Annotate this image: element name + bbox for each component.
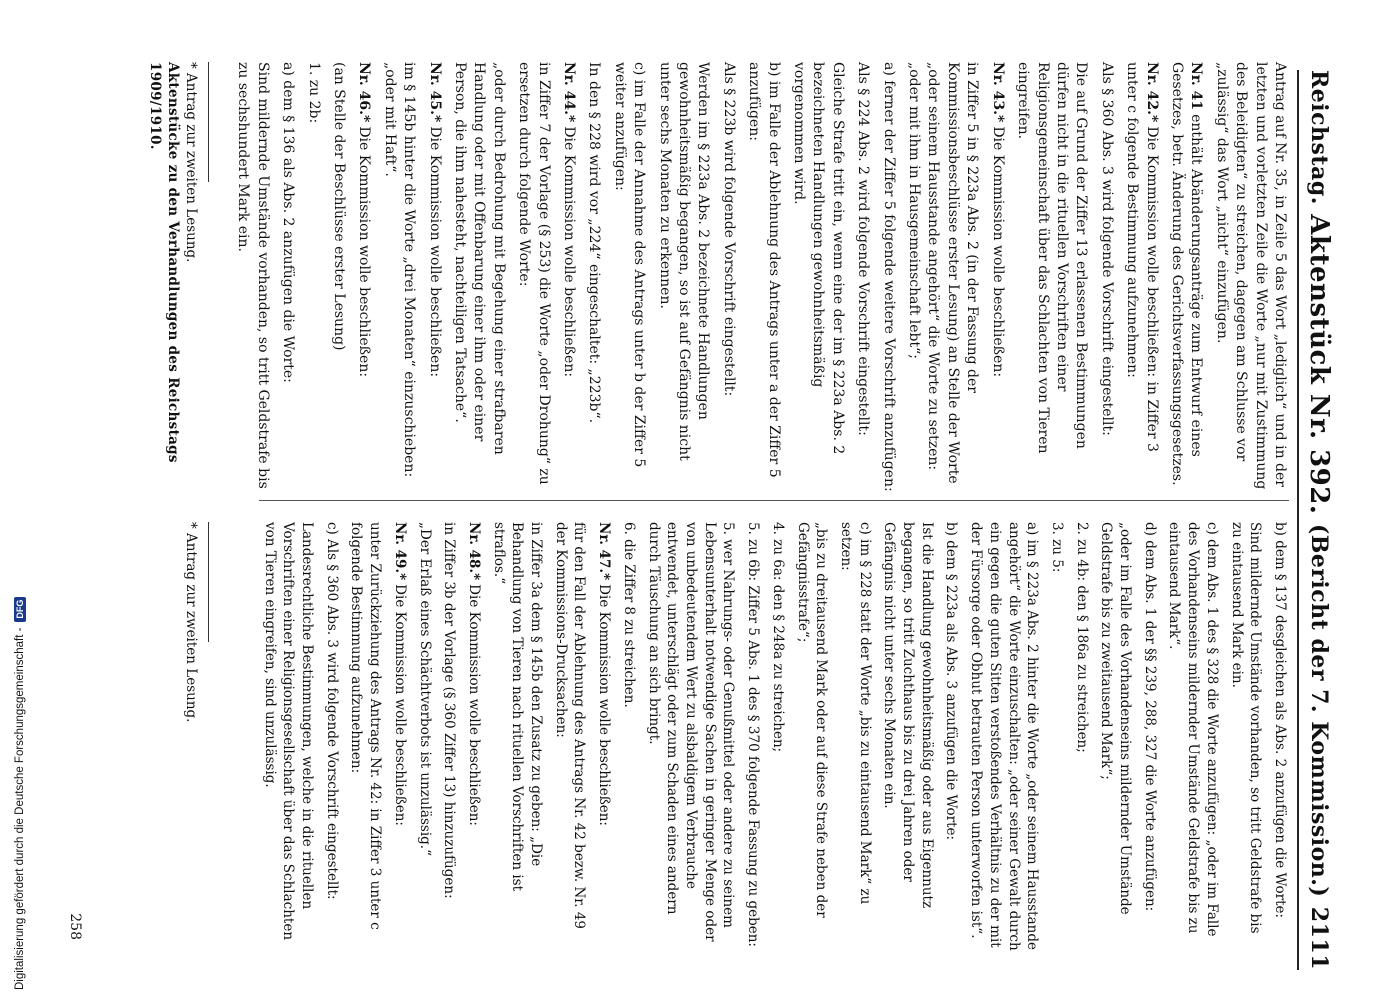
motion-number: Nr. 42.* <box>1143 62 1160 123</box>
paragraph <box>322 522 341 952</box>
paragraph-text: Antrag auf Nr. 35, in Zeile 5 das Wort „lediglich“ und in der letzten und vorletzten Zeile die Worte „nur mit Zustimmung des Beleidigten“ zu streichen, dagegen am Schlusse vor „zulässig“ das Wort „nicht“ einzufügen. <box>1213 62 1288 490</box>
paragraph-text: c) dem Abs. 1 des § 328 die Worte anzufügen: „oder im Falle des Vorhandenseins mildernder Umstände Geldstrafe bis zu eintausend Mark“. <box>1166 522 1220 937</box>
paragraph-text: 5. zu 6b: Ziffer 5 Abs. 1 des § 370 folgende Fassung zu geben: <box>745 522 762 947</box>
paragraph-text: 6. die Ziffer 8 zu streichen. <box>620 522 637 708</box>
paragraph-text: In den § 228 wird vor „224“ eingeschaltet: „223b“. <box>586 62 603 424</box>
paragraph-text: c) im Falle der Annahme des Antrags unter b der Ziffer 5 weiter anzufügen: <box>611 62 648 468</box>
paragraph <box>489 522 545 952</box>
paragraph-text: Landesrechtliche Bestimmungen, welche in die rituellen Vorschriften einer Religionsgesellschaft über das Schlachten von Tieren eingreifen, sind unzulässig. <box>261 522 316 941</box>
motion-number: Nr. 44.* <box>561 62 577 123</box>
paragraph-text: Die Kommission wolle beschließen: <box>465 584 482 826</box>
paragraph-text: Als § 360 Abs. 3 wird folgende Vorschrift eingestellt: <box>1098 62 1115 436</box>
paragraph <box>1096 62 1115 492</box>
paragraph <box>1122 62 1161 492</box>
paragraph-text: a) dem § 136 als Abs. 2 anzufügen die Worte: <box>280 62 297 383</box>
paragraph <box>1270 522 1289 952</box>
paragraph-text: enthält Abänderungsanträge zum Entwurf eines Gesetzes, betr. Änderung des Gerichtsverfassungsgesetzes. <box>1168 62 1205 486</box>
footnote-right-note: * Antrag zur zweiten Lesung. <box>183 522 199 723</box>
paragraph <box>878 62 897 492</box>
paragraph-text: 5. wer Nahrungs- oder Genußmittel oder andere zu seinem Lebensunterhalt notwendige Sachen in geringer Menge oder von unbedeutendem Wert zu alsbaldigem Verbrauche entwendet, unterschlägt oder zum Schaden eines andern durch Täuschung an sich bringt. <box>645 522 737 942</box>
motion-number: Nr. 47.* <box>596 522 613 581</box>
paragraph <box>347 522 384 952</box>
paragraph-text: b) dem § 137 desgleichen als Abs. 2 anzufügen die Worte: <box>1272 522 1288 919</box>
paragraph-text: c) im § 228 statt der Worte „bis zu eintausend Mark“ zu setzen: <box>837 522 873 905</box>
paragraph <box>987 62 1006 492</box>
paragraph <box>464 522 483 952</box>
right-column <box>229 522 1289 952</box>
dfg-logo-icon: DFG <box>14 597 26 622</box>
paragraph-text: Als § 224 Abs. 2 wird folgende Vorschrift eingestellt: <box>855 62 872 436</box>
paragraph-text: Die Kommission wolle beschließen: <box>596 584 613 826</box>
paragraph <box>718 62 737 492</box>
paragraph-text: Werden im § 223a Abs. 2 bezeichnete Handlungen gewohnheitsmäßig begangen, so ist auf Gefängnis nicht unter sechs Monaten zu erkennen. <box>656 62 712 461</box>
paragraph-text: im § 145b hinter die Worte „drei Monaten“ einzuschieben: „oder mit Haft“. <box>381 62 418 478</box>
motion-number: Nr. 41 <box>1188 62 1205 111</box>
paragraph <box>595 522 614 952</box>
header-document-number: Aktenstück Nr. 392. <box>1304 214 1334 515</box>
credit-line <box>14 597 26 990</box>
paragraph <box>654 62 712 492</box>
paragraph <box>966 522 1041 952</box>
footnote-rule-left <box>208 62 209 182</box>
footnote-rule-right <box>208 522 209 642</box>
paragraph-text: Die Kommission wolle beschließen: in Ziffer 3 unter c folgende Bestimmung aufzunehmen: <box>1124 62 1160 452</box>
footnote-source: Aktenstücke zu den Verhandlungen des Reichstags 1909/1910. <box>147 62 181 463</box>
page-header <box>1297 70 1339 970</box>
paragraph-text: Die Kommission wolle beschließen: <box>426 126 443 378</box>
column-divider <box>259 500 1289 501</box>
paragraph <box>1167 62 1206 492</box>
paragraph-text: unter Zurückziehung des Antrags Nr. 42: in Ziffer 3 unter c folgende Bestimmung aufzunehmen: <box>348 522 384 930</box>
paragraph <box>584 62 603 492</box>
motion-number: Nr. 45.* <box>426 62 443 123</box>
left-column <box>229 62 1289 492</box>
header-left-title: Reichstag. <box>1306 70 1332 205</box>
paragraph-text: in Ziffer 3a dem § 145b den Zusatz zu geben: „Die Behandlung von Tieren nach rituellen Vorschriften ist straflos.“ <box>490 522 545 892</box>
paragraph <box>260 522 316 952</box>
paragraph-text: d) dem Abs. 1 der §§ 239, 288, 327 die Worte anzufügen: <box>1141 522 1158 912</box>
motion-number: Nr. 49.* <box>391 522 408 581</box>
paragraph <box>904 62 982 492</box>
paragraph-text: Die Kommission wolle beschließen: <box>989 126 1006 378</box>
paragraph-text: „Der Erlaß eines Schächtverbots ist unzulässig.“ <box>416 522 433 856</box>
motion-number: Nr. 48.* <box>465 522 482 581</box>
motion-number: Nr. 46.* <box>356 62 373 123</box>
paragraph-text: 3. zu 5: <box>1048 522 1065 573</box>
paragraph <box>743 522 762 952</box>
paragraph <box>450 62 508 492</box>
paragraph-text: 2. zu 4b: den § 186a zu streichen; <box>1073 522 1090 753</box>
paragraph-text: b) im Falle der Ablehnung des Antrags unter a der Ziffer 5 anzufügen: <box>746 62 782 478</box>
paragraph <box>768 522 787 952</box>
paragraph <box>1227 522 1264 952</box>
paragraph-text: 4. zu 6a: den § 248a zu streichen; <box>769 522 786 753</box>
paragraph-text: Die Kommission wolle beschließen: <box>356 126 373 378</box>
paragraph <box>514 62 553 492</box>
paragraph <box>793 522 830 952</box>
paragraph <box>424 62 443 492</box>
paragraph-text: (an Stelle der Beschlüsse erster Lesung) <box>330 62 347 351</box>
paragraph-text: Sind mildernde Umstände vorhanden, so tritt Geldstrafe bis zu eintausend Mark ein. <box>1228 522 1264 934</box>
document-page <box>45 0 1345 1000</box>
paragraph-text: in Ziffer 3b der Vorlage (§ 360 Ziffer 13) hinzuzufügen: <box>441 522 458 899</box>
bottom-page-number: 258 <box>67 913 83 940</box>
paragraph <box>1047 522 1066 952</box>
paragraph <box>390 522 409 952</box>
footnote-right <box>182 522 200 952</box>
paragraph-text: a) ferner der Ziffer 5 folgende weitere Vorschrift anzufügen: <box>880 62 897 492</box>
paragraph-text: in Ziffer 5 in § 223a Abs. 2 (in der Fassung der Kommissionsbeschlüsse erster Lesung) an Stelle der Worte „oder seinem Hausstande angehört“ die Worte zu setzen: „oder mit ihm in Hausgemeinschaft lebt“; <box>906 62 981 484</box>
paragraph <box>233 62 272 492</box>
credit-text: Digitalisierung gefördert durch die Deutsche Forschungsgemeinschaft - <box>14 627 26 990</box>
paragraph <box>942 522 961 952</box>
footnote-left <box>146 62 200 492</box>
paragraph <box>619 522 638 952</box>
motion-number: Nr. 43.* <box>989 62 1006 123</box>
paragraph-text: „oder im Falle des Vorhandenseins mildernder Umstände Geldstrafe bis zu zweitausend Mark“; <box>1098 522 1134 915</box>
paragraph <box>329 62 348 492</box>
paragraph-text: in Ziffer 7 der Vorlage (§ 253) die Worte „oder Drohung“ zu ersetzen durch folgende Worte: <box>516 62 552 485</box>
paragraph <box>440 522 459 952</box>
paragraph-text: für den Fall der Ablehnung des Antrags Nr. 42 bezw. Nr. 49 der Kommissions-Drucksachen: <box>552 522 588 930</box>
paragraph <box>278 62 297 492</box>
paragraph <box>644 522 738 952</box>
paragraph-text: Die Kommission wolle beschließen: <box>391 584 408 826</box>
paragraph <box>551 522 588 952</box>
side-credit-strip <box>0 0 26 1000</box>
paragraph-text: b) dem § 223a als Abs. 3 anzufügen die Worte: <box>943 522 960 841</box>
paragraph <box>836 522 873 952</box>
paragraph-text: Die auf Grund der Ziffer 13 erlassenen Bestimmungen dürfen nicht in die rituellen Vorschriften einer Religionsgemeinschaft über das Schlachten von Tieren eingreifen. <box>1015 62 1090 454</box>
paragraph-text: Die Kommission wolle beschließen: <box>561 126 577 378</box>
paragraph-text: a) im § 223a Abs. 2 hinter die Worte „oder seinem Hausstande angehört“ die Worte einzuschalten: „oder seiner Gewalt durch ein gegen die guten Sitten verstoßendes Verhältnis zu der mit der Fürsorge oder Obhut betrauten Person unterworfen ist“. <box>968 522 1041 951</box>
paragraph-text: Als § 223b wird folgende Vorschrift eingestellt: <box>720 62 737 397</box>
paragraph <box>609 62 648 492</box>
paragraph-text: „oder durch Bedrohung mit Begehung einer strafbaren Handlung oder mit Offenbarung einer ihm oder einer Person, die ihm nahesteht, nachteiligen Tatsache“. <box>451 62 507 455</box>
paragraph <box>1165 522 1221 952</box>
paragraph <box>789 62 847 492</box>
paragraph <box>415 522 434 952</box>
paragraph <box>1072 522 1091 952</box>
paragraph <box>559 62 578 492</box>
paragraph <box>744 62 783 492</box>
footnote-left-note: * Antrag zur zweiten Lesung. <box>183 62 199 263</box>
paragraph <box>1140 522 1159 952</box>
paragraph-text: „bis zu dreitausend Mark oder auf diese Strafe neben der Gefängnisstrafe“; <box>794 522 830 918</box>
paragraph <box>853 62 872 492</box>
paragraph <box>354 62 373 492</box>
paragraph <box>303 62 322 492</box>
header-page-number: 2111 <box>1306 906 1332 970</box>
paragraph <box>1097 522 1134 952</box>
paragraph <box>1013 62 1091 492</box>
paragraph <box>1211 62 1289 492</box>
paragraph <box>379 62 418 492</box>
paragraph <box>880 522 936 952</box>
paragraph-text: Ist die Handlung gewohnheitsmäßig oder aus Eigennutz begangen, so tritt Zuchthaus bis zu drei Jahren oder Gefängnis nicht unter sechs Monaten ein. <box>881 522 935 909</box>
header-report-label: (Bericht der 7. Kommission.) <box>1306 523 1332 898</box>
paragraph-text: c) Als § 360 Abs. 3 wird folgende Vorschrift eingestellt: <box>323 522 340 900</box>
paragraph-text: 1. zu 2b: <box>305 62 322 124</box>
paragraph-text: Gleiche Strafe tritt ein, wenn eine der im § 223a Abs. 2 bezeichneten Handlungen gewohnheitsmäßig vorgenommen wird. <box>791 62 846 455</box>
paragraph-text: Sind mildernde Umstände vorhanden, so tritt Geldstrafe bis zu sechshundert Mark ein. <box>235 62 271 489</box>
